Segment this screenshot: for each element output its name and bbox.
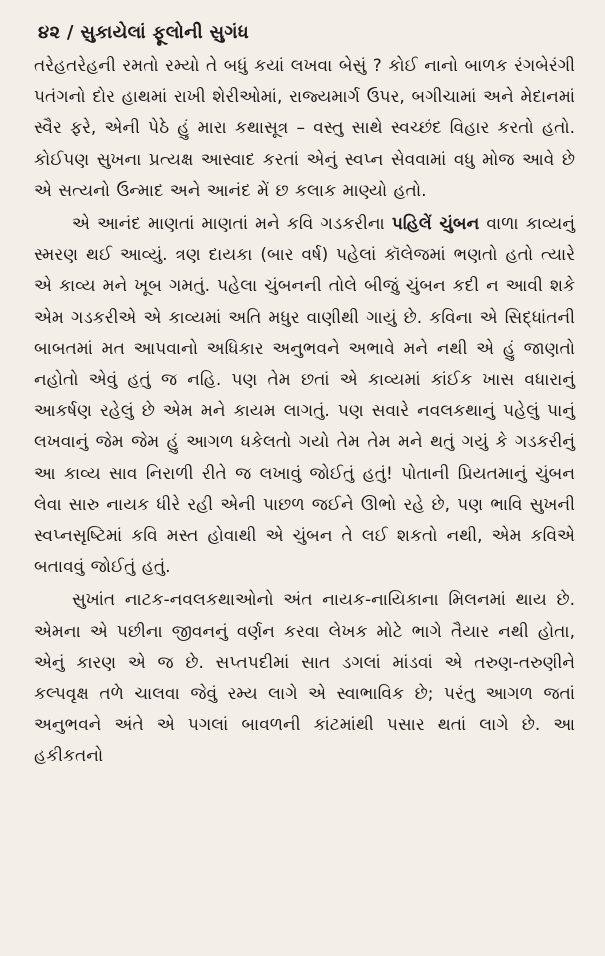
paragraph-1: તરેહતરેહની રમતો રમ્યો તે બધું કયાં લખવા બેસું ? કોઈ નાનો બાળક રંગબેરંગી પતંગનો દોર હાથમાં રાખી શેરીઓમાં, રાજ્યમાર્ગ ઉપર, બગીચામાં અને મેદાનમાં સ્વૈર ફરે, એની પેઠે હું મારા કથાસૂત્ર – વસ્તુ સાથે સ્વચ્છંદ વિહાર કરતો હતો. કોઈપણ સુખના પ્રત્યક્ષ આસ્વાદ કરતાં એનું સ્વપ્ન સેવવામાં વધુ મોજ આવે છે એ સત્યનો ઉન્માદ અને આનંદ મેં છ કલાક માણ્યો હતો. [34,56,575,201]
paragraph-2-text-rest: વાળા કાવ્યનું સ્મરણ થઈ આવ્યું. ત્રણ દાયકા (બાર વર્ષ) પહેલાં કૉલેજમાં ભણતો હતો ત્યારે એ કાવ્ય મને ખૂબ ગમતું. પહેલા ચુંબનની તોલે બીજું ચુંબન કદી ન આવી શકે એમ ગડકરીએ એ કાવ્યમાં અતિ મધુર વાણીથી ગાયું છે. કવિના એ સિદ્ધાંતની બાબતમાં મત આપવાનો અધિકાર અનુભવને અભાવે મને નથી એ હું જાણતો નહોતો એવું હતું જ નહિ. પણ તેમ છતાં એ કાવ્યમાં કાંઈક ખાસ વધારાનું આકર્ષણ રહેલું છે એમ મને કાયમ લાગતું. પણ સવારે નવલકથાનું પહેલું પાનું લખવાનું જેમ જેમ હું આગળ ધકેલતો ગયો તેમ તેમ મને થતું ગયું કે ગડકરીનું આ કાવ્ય સાવ નિરાળી રીતે જ લખાવું જોઈતું હતું! પોતાની પ્રિયતમાનું ચુંબન લેવા સારુ નાયક ધીરે રહી એની પાછળ જઈને ઊભો રહે છે, પણ ભાવિ સુખની સ્વપ્નસૃષ્ટિમાં કવિ મસ્ત હોવાથી એ ચુંબન તે લઈ શકતો નથી, એમ કવિએ બતાવવું જોઈતું હતું. [34,214,575,578]
paragraph-2 [34,209,575,583]
paragraph-2-text-start: એ આનંદ માણતાં માણતાં મને કવિ ગડકરીના [72,214,392,235]
poem-title-emphasis: પહિલેં ચુંબન [391,214,480,235]
running-head: ૪૨ / સુકાયેલાં ફૂલોની સુગંધ [38,22,249,43]
paragraph-3: સુખાંત નાટક-નવલકથાઓનો અંત નાયક-નાયિકાના મિલનમાં થાય છે. એમના એ પછીના જીવનનું વર્ણન કરવા લેખક મોટે ભાગે તૈયાર નથી હોતા, એનું કારણ એ જ છે. સપ્તપદીમાં સાત ડગલાં માંડવાં એ તરુણ-તરુણીને કલ્પવૃક્ષ તળે ચાલવા જેવું રમ્ય લાગે એ સ્વાભાવિક છે; પરંતુ આગળ જતાં અનુભવને અંતે એ પગલાં બાવળની કાંટમાંથી પસાર થતાં લાગે છે. આ હકીકતનો [34,590,575,767]
